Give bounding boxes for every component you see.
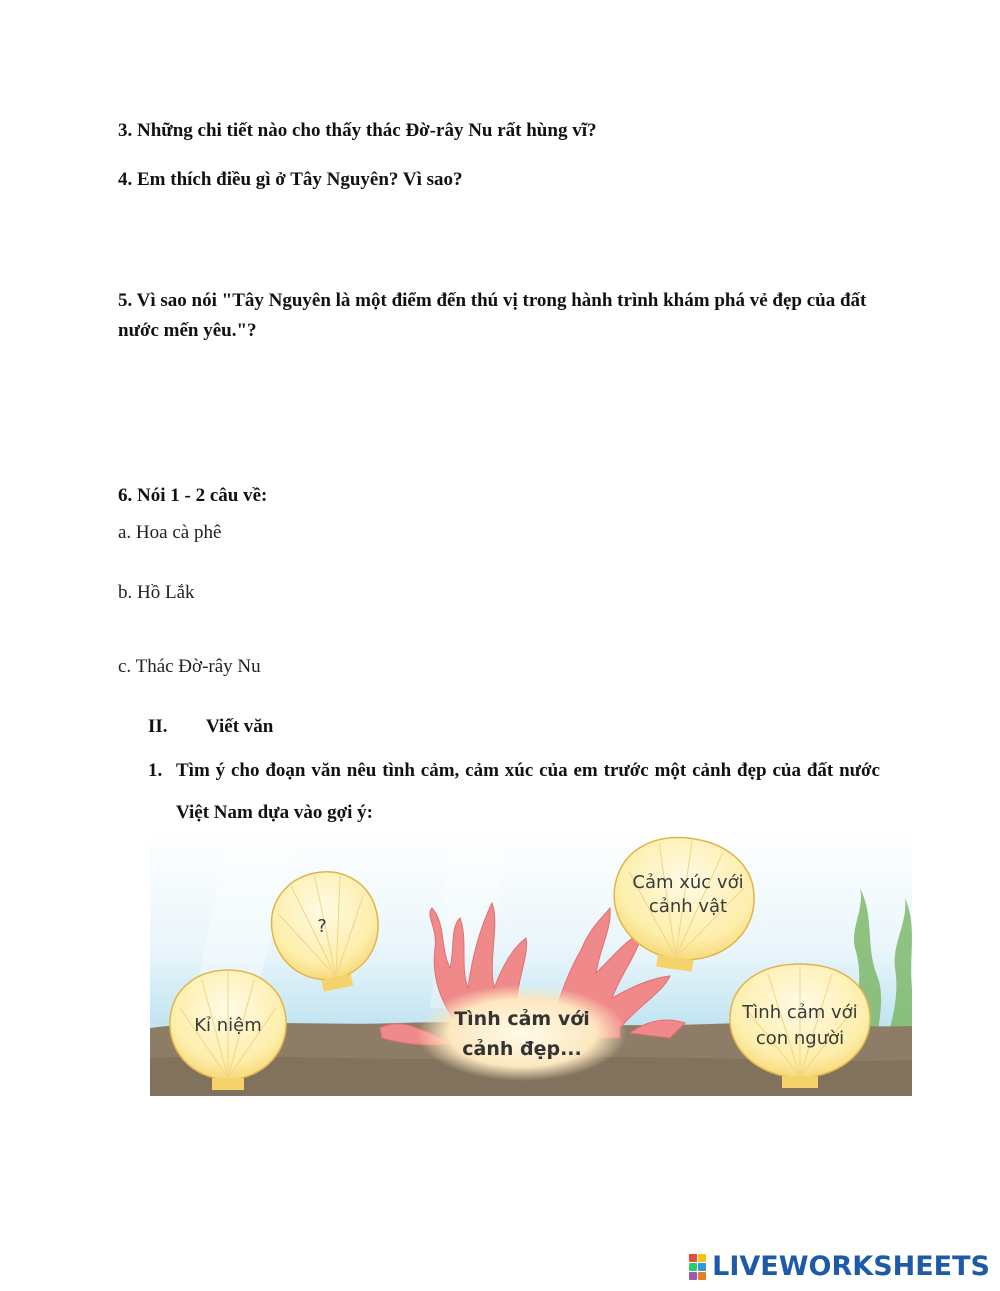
brand-watermark	[689, 1251, 990, 1282]
shell-people-text-line1: Tình cảm với	[742, 1002, 858, 1023]
section-number: II.	[148, 716, 168, 737]
task-text: Tìm ý cho đoạn văn nêu tình cảm, cảm xúc của em trước một cảnh đẹp của đất nước Việt Nam dựa vào gợi ý:	[176, 760, 880, 823]
brand-logo-icon	[689, 1254, 706, 1280]
question-6: 6. Nói 1 - 2 câu về:	[118, 485, 268, 506]
logo-tile	[698, 1254, 706, 1262]
question-6-option-a: a. Hoa cà phê	[118, 522, 222, 543]
logo-tile	[698, 1272, 706, 1280]
seashell-illustration	[150, 828, 912, 1096]
shell-people-text-line2: con người	[755, 1028, 845, 1049]
writing-task	[148, 750, 880, 834]
shell-question-text: ?	[317, 916, 327, 937]
center-glow	[417, 985, 627, 1081]
task-number: 1.	[148, 760, 163, 781]
question-5: 5. Vì sao nói "Tây Nguyên là một điểm đến thú vị trong hành trình khám phá vẻ đẹp của đất nước mến yêu."?	[118, 290, 867, 341]
shell-feelings-text-line2: cảnh vật	[648, 896, 728, 917]
logo-tile	[689, 1254, 697, 1262]
shell-feelings-text-line1: Cảm xúc với	[632, 872, 744, 893]
center-text-line2: cảnh đẹp...	[462, 1038, 582, 1060]
logo-tile	[689, 1272, 697, 1280]
logo-tile	[689, 1263, 697, 1271]
question-6-option-c: c. Thác Đờ-rây Nu	[118, 656, 261, 677]
question-6-option-b: b. Hồ Lắk	[118, 582, 195, 603]
question-3: 3. Những chi tiết nào cho thấy thác Đờ-rây Nu rất hùng vĩ?	[118, 120, 597, 141]
center-text-line1: Tình cảm với	[454, 1008, 590, 1030]
brand-name: LIVEWORKSHEETS	[712, 1251, 990, 1282]
question-4: 4. Em thích điều gì ở Tây Nguyên? Vì sao?	[118, 169, 463, 190]
logo-tile	[698, 1263, 706, 1271]
shell-memories-text: Kỉ niệm	[194, 1015, 262, 1036]
section-title: Viết văn	[206, 716, 274, 737]
section-heading	[148, 713, 273, 741]
